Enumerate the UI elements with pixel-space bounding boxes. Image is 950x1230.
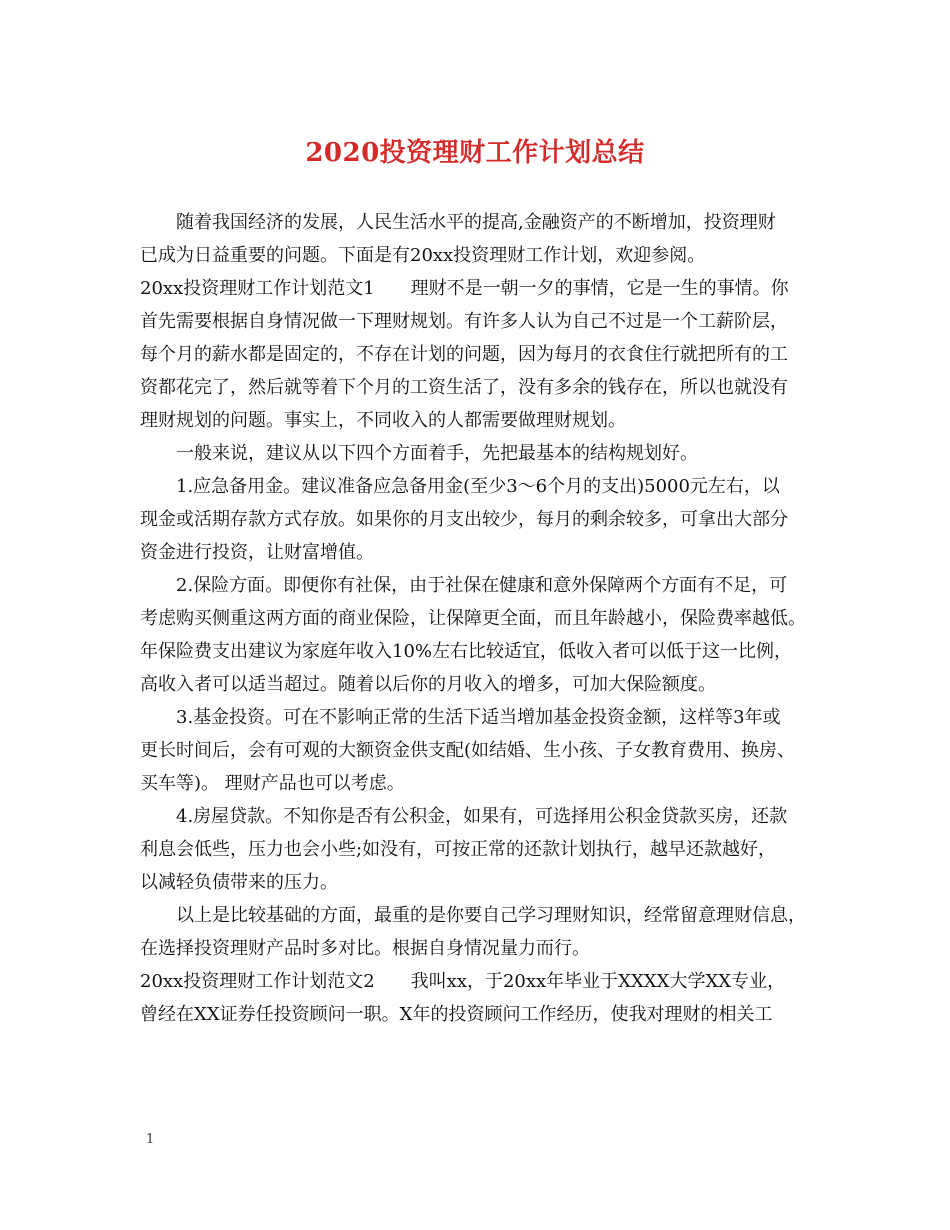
body-line: 以减轻负债带来的压力。 (140, 872, 338, 893)
document-title: 2020投资理财工作计划总结 (305, 138, 645, 168)
body-line: 随着我国经济的发展，人民生活水平的提高,金融资产的不断增加，投资理财 (176, 212, 776, 233)
section-heading-line: 20xx投资理财工作计划范文2 我叫xx，于20xx年毕业于XXXX大学XX专业， (140, 971, 786, 992)
body-line: 买车等)。 理财产品也可以考虑。 (140, 773, 405, 794)
body-line: 利息会低些，压力也会小些;如没有，可按正常的还款计划执行，越早还款越好， (140, 839, 777, 860)
body-line: 考虑购买侧重这两方面的商业保险，让保障更全面，而且年龄越小，保险费率越低。 (140, 608, 806, 629)
list-item-line: 4.房屋贷款。不知你是否有公积金，如果有，可选择用公积金贷款买房，还款 (176, 806, 788, 827)
body-line: 在选择投资理财产品时多对比。根据自身情况量力而行。 (140, 938, 590, 959)
body-line: 年保险费支出建议为家庭年收入10%左右比较适宜，低收入者可以低于这一比例， (140, 641, 793, 662)
body-line: 首先需要根据自身情况做一下理财规划。有许多人认为自己不过是一个工薪阶层， (140, 311, 788, 332)
body-line: 曾经在XX证券任投资顾问一职。X年的投资顾问工作经历，使我对理财的相关工 (140, 1004, 773, 1025)
body-line: 高收入者可以适当超过。随着以后你的月收入的增多，可加大保险额度。 (140, 674, 716, 695)
body-line: 资金进行投资，让财富增值。 (140, 542, 374, 563)
body-line: 以上是比较基础的方面，最重的是你要自己学习理财知识，经常留意理财信息， (176, 905, 806, 926)
body-line: 一般来说，建议从以下四个方面着手，先把最基本的结构规划好。 (176, 443, 698, 464)
section-heading: 20xx投资理财工作计划范文1 (140, 278, 375, 299)
section-heading-line: 20xx投资理财工作计划范文1 理财不是一朝一夕的事情，它是一生的事情。你 (140, 278, 789, 299)
document-body (140, 206, 830, 1031)
body-line: 理财规划的问题。事实上，不同收入的人都需要做理财规划。 (140, 410, 626, 431)
body-line: 现金或活期存款方式存放。如果你的月支出较少，每月的剩余较多，可拿出大部分 (140, 509, 788, 530)
list-item-line: 3.基金投资。可在不影响正常的生活下适当增加基金投资金额，这样等3年或 (176, 707, 781, 728)
list-item-line: 1.应急备用金。建议准备应急备用金(至少3～6个月的支出)5000元左右，以 (176, 476, 780, 497)
list-item-line: 2.保险方面。即便你有社保，由于社保在健康和意外保障两个方面有不足，可 (176, 575, 788, 596)
page-number: 1 (146, 1132, 155, 1147)
body-line: 更长时间后，会有可观的大额资金供支配(如结婚、生小孩、子女教育费用、换房、 (140, 740, 796, 761)
body-line: 每个月的薪水都是固定的，不存在计划的问题，因为每月的衣食住行就把所有的工 (140, 344, 788, 365)
body-line: 已成为日益重要的问题。下面是有20xx投资理财工作计划，欢迎参阅。 (140, 245, 706, 266)
section-heading: 20xx投资理财工作计划范文2 (140, 971, 375, 992)
body-line: 资都花完了，然后就等着下个月的工资生活了，没有多余的钱存在，所以也就没有 (140, 377, 788, 398)
